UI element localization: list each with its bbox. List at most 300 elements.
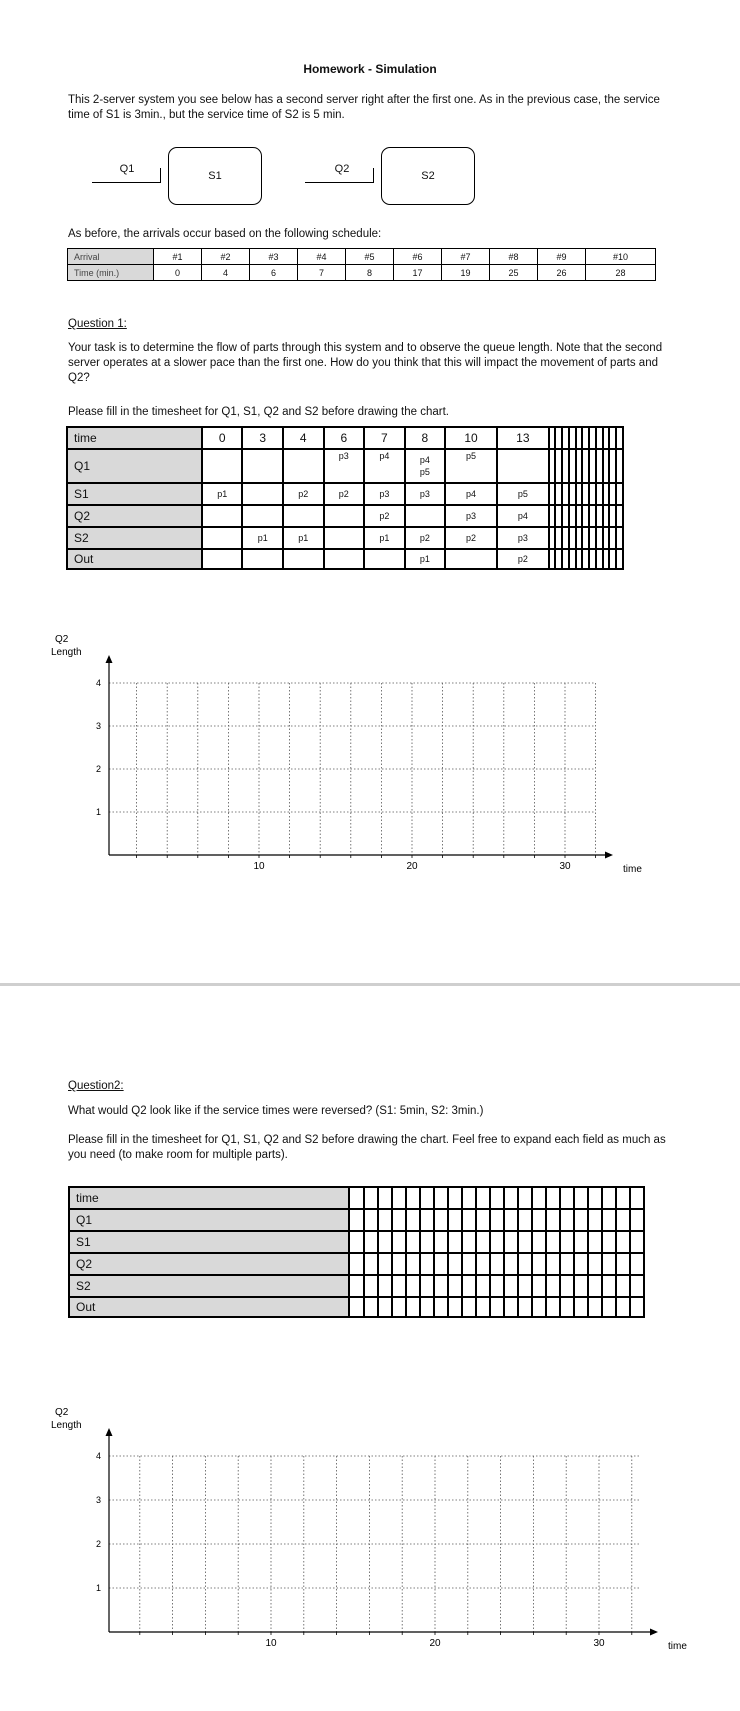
timesheet-cell[interactable]: [324, 549, 365, 569]
timesheet-cell[interactable]: [324, 505, 365, 527]
timesheet-cell[interactable]: [420, 1187, 434, 1209]
timesheet-cell[interactable]: [546, 1209, 560, 1231]
timesheet-cell[interactable]: [242, 549, 283, 569]
timesheet-cell[interactable]: [574, 1187, 588, 1209]
timesheet-cell[interactable]: [574, 1209, 588, 1231]
timesheet-cell[interactable]: [574, 1253, 588, 1275]
timesheet-cell[interactable]: [405, 527, 446, 549]
timesheet-cell[interactable]: [434, 1275, 448, 1297]
timesheet-cell[interactable]: [569, 527, 576, 549]
arrival-cell: #8: [490, 249, 538, 265]
timesheet-cell[interactable]: [406, 1253, 420, 1275]
timesheet-cell[interactable]: [574, 1231, 588, 1253]
timesheet-cell[interactable]: [582, 505, 589, 527]
x-axis-label: time: [668, 1641, 687, 1652]
arrival-cell: #3: [250, 249, 298, 265]
question2-timesheet: [68, 1186, 645, 1318]
timesheet-cell[interactable]: [562, 449, 569, 483]
timesheet-cell[interactable]: [497, 449, 549, 483]
timesheet-cell[interactable]: [518, 1275, 532, 1297]
timesheet-cell[interactable]: [497, 483, 549, 505]
question2-q2-chart: [50, 1370, 687, 1660]
timesheet-cell[interactable]: [562, 505, 569, 527]
timesheet-cell[interactable]: [490, 1297, 504, 1317]
part-label: p3: [419, 489, 430, 499]
timesheet-cell[interactable]: [616, 1253, 630, 1275]
timesheet-cell[interactable]: [364, 483, 405, 505]
arrival-header: Arrival: [68, 249, 154, 265]
timesheet-cell[interactable]: [589, 483, 596, 505]
time-cell: 8: [346, 265, 394, 281]
timesheet-cell[interactable]: [555, 549, 562, 569]
timesheet-cell[interactable]: 8: [405, 427, 446, 449]
timesheet-cell[interactable]: [448, 1187, 462, 1209]
timesheet-cell[interactable]: [549, 483, 556, 505]
timesheet-cell[interactable]: [616, 1297, 630, 1317]
timesheet-cell[interactable]: [603, 527, 610, 549]
timesheet-cell[interactable]: [504, 1297, 518, 1317]
timesheet-cell[interactable]: 4: [283, 427, 324, 449]
timesheet-cell[interactable]: [602, 1275, 616, 1297]
timesheet-cell[interactable]: [596, 427, 603, 449]
part-label: p3: [338, 451, 349, 461]
x-axis-arrow: [650, 1629, 658, 1636]
y-tick-label: 2: [95, 1539, 101, 1549]
timesheet-cell[interactable]: [588, 1253, 602, 1275]
timesheet-cell[interactable]: [378, 1297, 392, 1317]
timesheet-cell[interactable]: [476, 1275, 490, 1297]
row-label: Q1: [67, 449, 202, 483]
timesheet-cell[interactable]: [596, 483, 603, 505]
timesheet-cell[interactable]: [283, 527, 324, 549]
timesheet-cell[interactable]: [576, 483, 583, 505]
timesheet-cell[interactable]: [349, 1275, 363, 1297]
timesheet-cell[interactable]: [349, 1187, 363, 1209]
timesheet-cell[interactable]: [630, 1209, 644, 1231]
part-label: p2: [419, 533, 430, 543]
timesheet-cell[interactable]: [324, 449, 365, 483]
arrival-cell: #2: [202, 249, 250, 265]
diagram-s1-box: [168, 147, 262, 205]
timesheet-cell[interactable]: [589, 505, 596, 527]
time-row: [68, 265, 656, 281]
timesheet-cell[interactable]: [576, 449, 583, 483]
timesheet-cell[interactable]: [504, 1253, 518, 1275]
timesheet-cell[interactable]: [582, 427, 589, 449]
timesheet-cell[interactable]: [202, 527, 243, 549]
timesheet-cell[interactable]: [532, 1253, 546, 1275]
timesheet-cell[interactable]: [609, 449, 616, 483]
timesheet-cell[interactable]: [616, 1275, 630, 1297]
timesheet-cell[interactable]: [596, 505, 603, 527]
timesheet-row-time: [69, 1187, 644, 1209]
timesheet-cell[interactable]: [630, 1275, 644, 1297]
timesheet-cell[interactable]: [549, 527, 556, 549]
question2-body: What would Q2 look like if the service times were reversed? (S1: 5min, S2: 3min.): [68, 1105, 484, 1117]
timesheet-cell[interactable]: [504, 1231, 518, 1253]
part-label: p1: [257, 533, 268, 543]
x-tick-label: 10: [253, 861, 265, 872]
timesheet-cell[interactable]: [490, 1275, 504, 1297]
x-tick-label: 30: [559, 861, 571, 872]
timesheet-cell[interactable]: [603, 549, 610, 569]
timesheet-cell[interactable]: [562, 527, 569, 549]
timesheet-cell[interactable]: [445, 449, 497, 483]
timesheet-cell[interactable]: [630, 1231, 644, 1253]
timesheet-cell[interactable]: [589, 527, 596, 549]
y-tick-label: 2: [95, 764, 101, 774]
timesheet-cell[interactable]: [562, 549, 569, 569]
timesheet-cell[interactable]: [405, 449, 446, 483]
timesheet-cell[interactable]: [462, 1187, 476, 1209]
arrival-cell: #4: [298, 249, 346, 265]
timesheet-cell[interactable]: [560, 1253, 574, 1275]
y-axis-label-line2: Length: [51, 1420, 82, 1431]
timesheet-cell[interactable]: [609, 427, 616, 449]
timesheet-cell[interactable]: [588, 1187, 602, 1209]
timesheet-cell[interactable]: [490, 1231, 504, 1253]
part-label: p5: [419, 467, 430, 477]
timesheet-cell[interactable]: [582, 449, 589, 483]
y-axis-arrow: [106, 1428, 113, 1436]
timesheet-cell[interactable]: [588, 1231, 602, 1253]
timesheet-cell[interactable]: [434, 1253, 448, 1275]
timesheet-cell[interactable]: [378, 1231, 392, 1253]
arrival-cell: #9: [538, 249, 586, 265]
timesheet-cell[interactable]: [588, 1275, 602, 1297]
timesheet-cell[interactable]: [546, 1253, 560, 1275]
timesheet-row-q1: [69, 1209, 644, 1231]
timesheet-row-time: [67, 427, 623, 449]
timesheet-cell[interactable]: [549, 549, 556, 569]
q2-label: Q2: [334, 163, 350, 175]
page-separator: [0, 983, 740, 986]
timesheet-cell[interactable]: [378, 1187, 392, 1209]
timesheet-cell[interactable]: [364, 549, 405, 569]
x-tick-label: 20: [429, 1638, 441, 1649]
timesheet-cell[interactable]: [602, 1297, 616, 1317]
timesheet-cell[interactable]: [562, 483, 569, 505]
y-tick-label: 1: [95, 1583, 101, 1593]
timesheet-cell[interactable]: [324, 483, 365, 505]
timesheet-cell[interactable]: [546, 1187, 560, 1209]
timesheet-cell[interactable]: [462, 1297, 476, 1317]
timesheet-cell[interactable]: [569, 449, 576, 483]
timesheet-row-q2: [67, 505, 623, 527]
timesheet-cell[interactable]: [445, 483, 497, 505]
arrival-cell: #1: [154, 249, 202, 265]
timesheet-cell[interactable]: [569, 483, 576, 505]
timesheet-cell[interactable]: [603, 505, 610, 527]
timesheet-cell[interactable]: [283, 549, 324, 569]
q1-label: Q1: [119, 163, 135, 175]
timesheet-cell[interactable]: [616, 1231, 630, 1253]
timesheet-cell[interactable]: [476, 1231, 490, 1253]
timesheet-cell[interactable]: [603, 483, 610, 505]
timesheet-cell[interactable]: [406, 1275, 420, 1297]
diagram-s2-box: [381, 147, 475, 205]
timesheet-cell[interactable]: [202, 449, 243, 483]
timesheet-cell[interactable]: [560, 1297, 574, 1317]
timesheet-cell[interactable]: [532, 1275, 546, 1297]
timesheet-cell[interactable]: [576, 427, 583, 449]
timesheet-cell[interactable]: [364, 1231, 378, 1253]
timesheet-cell[interactable]: [616, 1209, 630, 1231]
timesheet-cell[interactable]: [462, 1209, 476, 1231]
timesheet-cell[interactable]: [555, 527, 562, 549]
timesheet-cell[interactable]: [616, 449, 623, 483]
timesheet-cell[interactable]: [448, 1231, 462, 1253]
timesheet-cell[interactable]: [283, 505, 324, 527]
timesheet-cell[interactable]: [364, 1275, 378, 1297]
timesheet-cell[interactable]: [476, 1253, 490, 1275]
time-cell: 19: [442, 265, 490, 281]
timesheet-cell[interactable]: [448, 1209, 462, 1231]
timesheet-cell[interactable]: [555, 427, 562, 449]
timesheet-cell[interactable]: [448, 1275, 462, 1297]
part-label: p4: [379, 451, 390, 461]
timesheet-cell[interactable]: [616, 505, 623, 527]
timesheet-cell[interactable]: [596, 549, 603, 569]
timesheet-cell[interactable]: [589, 427, 596, 449]
part-label: p1: [217, 489, 228, 499]
timesheet-cell[interactable]: [462, 1231, 476, 1253]
timesheet-cell[interactable]: [518, 1209, 532, 1231]
timesheet-cell[interactable]: 3: [242, 427, 283, 449]
timesheet-cell[interactable]: [574, 1275, 588, 1297]
timesheet-cell[interactable]: [576, 527, 583, 549]
timesheet-cell[interactable]: [364, 527, 405, 549]
timesheet-cell[interactable]: [349, 1253, 363, 1275]
timesheet-cell[interactable]: [434, 1297, 448, 1317]
time-cell: 17: [394, 265, 442, 281]
timesheet-cell[interactable]: [546, 1231, 560, 1253]
timesheet-cell[interactable]: [406, 1187, 420, 1209]
timesheet-cell[interactable]: [596, 449, 603, 483]
timesheet-cell[interactable]: [283, 449, 324, 483]
timesheet-cell[interactable]: [242, 483, 283, 505]
timesheet-cell[interactable]: 13: [497, 427, 549, 449]
timesheet-cell[interactable]: [560, 1209, 574, 1231]
timesheet-cell[interactable]: [378, 1253, 392, 1275]
timesheet-cell[interactable]: [378, 1275, 392, 1297]
timesheet-cell[interactable]: [420, 1275, 434, 1297]
intro-paragraph: This 2-server system you see below has a second server right after the first one. As in the previous case, the service time of S1 is 3min., but the service time of S2 is 5 min.: [68, 94, 660, 121]
timesheet-cell[interactable]: [504, 1275, 518, 1297]
timesheet-cell[interactable]: [448, 1297, 462, 1317]
timesheet-cell[interactable]: 6: [324, 427, 365, 449]
part-label: p1: [419, 554, 430, 564]
timesheet-cell[interactable]: [283, 483, 324, 505]
timesheet-cell[interactable]: [392, 1253, 406, 1275]
timesheet-cell[interactable]: [462, 1275, 476, 1297]
timesheet-cell[interactable]: [406, 1209, 420, 1231]
timesheet-cell[interactable]: [616, 527, 623, 549]
timesheet-cell[interactable]: [242, 449, 283, 483]
timesheet-cell[interactable]: [364, 1187, 378, 1209]
row-label: Q1: [69, 1209, 349, 1231]
timesheet-cell[interactable]: [602, 1253, 616, 1275]
timesheet-cell[interactable]: [349, 1297, 363, 1317]
timesheet-cell[interactable]: [518, 1231, 532, 1253]
timesheet-cell[interactable]: 7: [364, 427, 405, 449]
timesheet-row-s1: [67, 483, 623, 505]
timesheet-cell[interactable]: [560, 1231, 574, 1253]
timesheet-cell[interactable]: [588, 1209, 602, 1231]
timesheet-cell[interactable]: [609, 483, 616, 505]
timesheet-cell[interactable]: [378, 1209, 392, 1231]
timesheet-cell[interactable]: [532, 1231, 546, 1253]
timesheet-cell[interactable]: [504, 1187, 518, 1209]
part-label: p3: [466, 511, 477, 521]
timesheet-cell[interactable]: [405, 505, 446, 527]
timesheet-cell[interactable]: [569, 505, 576, 527]
timesheet-cell[interactable]: [603, 427, 610, 449]
timesheet-cell[interactable]: [560, 1187, 574, 1209]
timesheet-cell[interactable]: [202, 505, 243, 527]
question1-heading: Question 1:: [68, 318, 127, 330]
timesheet-cell[interactable]: [555, 483, 562, 505]
timesheet-cell[interactable]: [497, 549, 549, 569]
timesheet-cell[interactable]: [596, 527, 603, 549]
timesheet-cell[interactable]: [497, 505, 549, 527]
timesheet-cell[interactable]: [202, 483, 243, 505]
timesheet-cell[interactable]: [202, 549, 243, 569]
timesheet-cell[interactable]: [569, 427, 576, 449]
timesheet-cell[interactable]: [445, 527, 497, 549]
timesheet-cell[interactable]: [324, 527, 365, 549]
x-tick-label: 20: [406, 861, 418, 872]
timesheet-cell[interactable]: [549, 505, 556, 527]
timesheet-cell[interactable]: [602, 1231, 616, 1253]
timesheet-cell[interactable]: [576, 549, 583, 569]
timesheet-cell[interactable]: [445, 505, 497, 527]
timesheet-cell[interactable]: [560, 1275, 574, 1297]
timesheet-cell[interactable]: [349, 1231, 363, 1253]
timesheet-cell[interactable]: [476, 1187, 490, 1209]
timesheet-cell[interactable]: [242, 505, 283, 527]
timesheet-cell[interactable]: [589, 449, 596, 483]
timesheet-cell[interactable]: [546, 1275, 560, 1297]
y-tick-label: 3: [95, 1495, 101, 1505]
timesheet-cell[interactable]: [392, 1275, 406, 1297]
x-tick-label: 30: [593, 1638, 605, 1649]
timesheet-cell[interactable]: [518, 1187, 532, 1209]
timesheet-cell[interactable]: [630, 1297, 644, 1317]
timesheet-cell[interactable]: [392, 1187, 406, 1209]
part-label: p4: [466, 489, 477, 499]
timesheet-cell[interactable]: [518, 1253, 532, 1275]
timesheet-cell[interactable]: [420, 1297, 434, 1317]
timesheet-cell[interactable]: [602, 1209, 616, 1231]
timesheet-cell[interactable]: [242, 527, 283, 549]
row-label: time: [67, 427, 202, 449]
timesheet-cell[interactable]: [392, 1209, 406, 1231]
timesheet-cell[interactable]: [582, 527, 589, 549]
row-label: Q2: [69, 1253, 349, 1275]
timesheet-cell[interactable]: [405, 549, 446, 569]
timesheet-cell[interactable]: [574, 1297, 588, 1317]
timesheet-cell[interactable]: [562, 427, 569, 449]
schedule-caption: As before, the arrivals occur based on the following schedule:: [68, 228, 382, 240]
timesheet-cell[interactable]: [609, 527, 616, 549]
timesheet-cell[interactable]: [616, 549, 623, 569]
timesheet-cell[interactable]: [392, 1231, 406, 1253]
timesheet-cell[interactable]: [549, 427, 556, 449]
timesheet-cell[interactable]: [532, 1297, 546, 1317]
timesheet-cell[interactable]: [546, 1297, 560, 1317]
timesheet-cell[interactable]: [490, 1187, 504, 1209]
timesheet-cell[interactable]: [420, 1231, 434, 1253]
timesheet-cell[interactable]: [630, 1187, 644, 1209]
timesheet-cell[interactable]: [602, 1187, 616, 1209]
timesheet-cell[interactable]: [576, 505, 583, 527]
timesheet-cell[interactable]: [476, 1209, 490, 1231]
timesheet-cell[interactable]: [434, 1187, 448, 1209]
timesheet-cell[interactable]: [555, 505, 562, 527]
timesheet-cell[interactable]: [532, 1209, 546, 1231]
timesheet-cell[interactable]: [406, 1297, 420, 1317]
timesheet-cell[interactable]: [504, 1209, 518, 1231]
timesheet-cell[interactable]: [405, 483, 446, 505]
timesheet-cell[interactable]: [420, 1253, 434, 1275]
timesheet-cell[interactable]: [349, 1209, 363, 1231]
timesheet-cell[interactable]: [497, 527, 549, 549]
timesheet-cell[interactable]: [445, 549, 497, 569]
timesheet-cell[interactable]: [555, 449, 562, 483]
timesheet-cell[interactable]: [364, 1253, 378, 1275]
timesheet-cell[interactable]: 10: [445, 427, 497, 449]
timesheet-cell[interactable]: [434, 1209, 448, 1231]
timesheet-cell[interactable]: [364, 1297, 378, 1317]
timesheet-row-out: [69, 1297, 644, 1317]
part-label: p4: [517, 511, 528, 521]
timesheet-cell[interactable]: [603, 449, 610, 483]
timesheet-cell[interactable]: [476, 1297, 490, 1317]
timesheet-cell[interactable]: [392, 1297, 406, 1317]
y-tick-label: 1: [95, 807, 101, 817]
row-label: Out: [67, 549, 202, 569]
part-label: p2: [298, 489, 309, 499]
timesheet-cell[interactable]: [364, 449, 405, 483]
timesheet-cell[interactable]: [582, 549, 589, 569]
timesheet-cell[interactable]: [588, 1297, 602, 1317]
timesheet-cell[interactable]: [616, 1187, 630, 1209]
timesheet-cell[interactable]: [609, 549, 616, 569]
timesheet-cell[interactable]: [448, 1253, 462, 1275]
timesheet-cell[interactable]: [549, 449, 556, 483]
timesheet-cell[interactable]: [630, 1253, 644, 1275]
timesheet-cell[interactable]: [490, 1253, 504, 1275]
timesheet-cell[interactable]: [434, 1231, 448, 1253]
timesheet-cell[interactable]: [462, 1253, 476, 1275]
timesheet-cell[interactable]: [364, 1209, 378, 1231]
timesheet-cell[interactable]: 0: [202, 427, 243, 449]
timesheet-cell[interactable]: [582, 483, 589, 505]
timesheet-cell[interactable]: [364, 505, 405, 527]
timesheet-cell[interactable]: [589, 549, 596, 569]
timesheet-cell[interactable]: [518, 1297, 532, 1317]
timesheet-cell[interactable]: [616, 483, 623, 505]
timesheet-cell[interactable]: [406, 1231, 420, 1253]
timesheet-cell[interactable]: [420, 1209, 434, 1231]
timesheet-cell[interactable]: [609, 505, 616, 527]
timesheet-cell[interactable]: [490, 1209, 504, 1231]
timesheet-cell[interactable]: [616, 427, 623, 449]
y-axis-label-line1: Q2: [55, 1407, 69, 1418]
timesheet-cell[interactable]: [569, 549, 576, 569]
timesheet-cell[interactable]: [532, 1187, 546, 1209]
